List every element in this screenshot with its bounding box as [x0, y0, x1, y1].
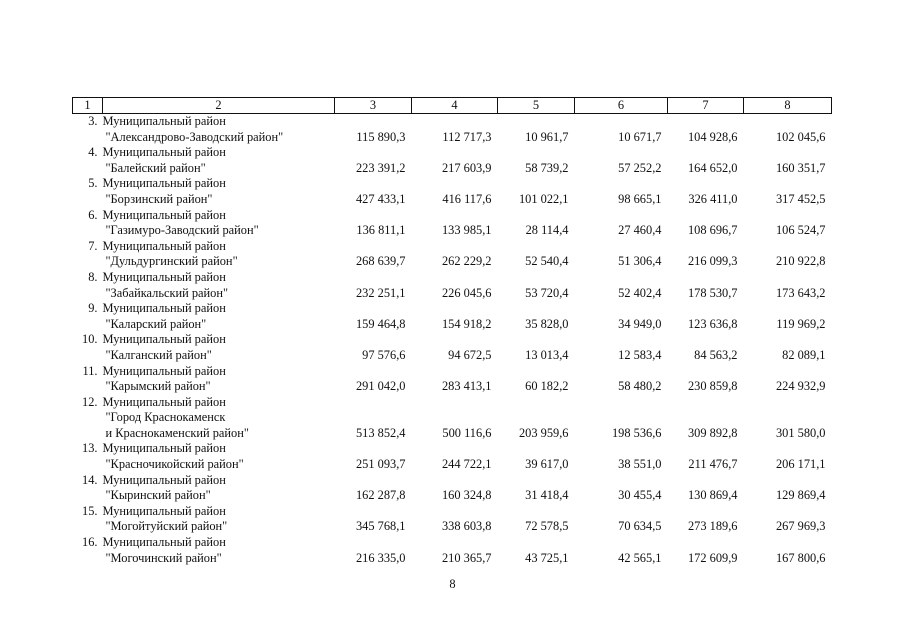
value-cell-col-6: 38 551,0 — [618, 457, 662, 472]
district-name-line: Муниципальный район — [102, 207, 226, 222]
value-cell-col-3: 251 093,7 — [355, 457, 406, 472]
table-row — [73, 395, 832, 442]
table-header — [73, 98, 832, 114]
district-name-line: Муниципальный район — [102, 394, 226, 409]
value-cell-col-4: 262 229,2 — [441, 254, 492, 269]
district-name — [103, 270, 335, 301]
value-cell-col-3: 216 335,0 — [355, 550, 406, 565]
value-cell-col-6: 70 634,5 — [618, 519, 662, 534]
district-name — [103, 114, 335, 146]
value-cell-col-3: 513 852,4 — [355, 425, 406, 440]
district-name-line: "Балейский район" — [105, 160, 206, 175]
row-number: 4. — [88, 145, 98, 160]
district-name — [103, 208, 335, 239]
value-cell-col-6: 12 583,4 — [618, 347, 662, 362]
value-cell-col-5: 52 540,4 — [525, 254, 569, 269]
district-name-line: Муниципальный район — [102, 332, 226, 347]
table-row — [73, 301, 832, 332]
value-cell-col-5: 13 013,4 — [525, 347, 569, 362]
value-cell-col-8: 160 351,7 — [775, 160, 826, 175]
column-header-3: 3 — [335, 98, 412, 114]
column-header-7: 7 — [668, 98, 744, 114]
district-name-line: "Могочинский район" — [105, 550, 222, 565]
district-name-line: "Газимуро-Заводский район" — [105, 223, 259, 238]
district-name-line: "Забайкальский район" — [105, 285, 229, 300]
value-cell-col-4: 133 985,1 — [441, 223, 492, 238]
district-name — [103, 364, 335, 395]
value-cell-col-8: 167 800,6 — [775, 550, 826, 565]
value-cell-col-6: 58 480,2 — [618, 379, 662, 394]
value-cell-col-6: 52 402,4 — [618, 285, 662, 300]
table-row — [73, 208, 832, 239]
district-name — [103, 441, 335, 472]
table-row — [73, 145, 832, 176]
value-cell-col-5: 60 182,2 — [525, 379, 569, 394]
value-cell-col-7: 84 563,2 — [694, 347, 738, 362]
table-body — [73, 114, 832, 567]
district-name-line: "Борзинский район" — [105, 191, 213, 206]
header-row — [73, 98, 832, 114]
value-cell-col-7: 130 869,4 — [687, 488, 738, 503]
value-cell-col-8: 173 643,2 — [775, 285, 826, 300]
value-cell-col-4: 112 717,3 — [442, 129, 492, 144]
row-number: 12. — [82, 394, 98, 409]
district-name-line: "Кыринский район" — [105, 488, 211, 503]
value-cell-col-8: 224 932,9 — [775, 379, 826, 394]
budget-table — [72, 97, 832, 566]
value-cell-col-8: 119 969,2 — [776, 316, 826, 331]
value-cell-col-8: 301 580,0 — [775, 425, 826, 440]
district-name — [103, 535, 335, 566]
value-cell-col-7: 273 189,6 — [687, 519, 738, 534]
value-cell-col-8: 129 869,4 — [775, 488, 826, 503]
district-name-line: Муниципальный район — [102, 363, 226, 378]
column-header-1: 1 — [73, 98, 103, 114]
value-cell-col-8: 210 922,8 — [775, 254, 826, 269]
row-number: 15. — [82, 503, 98, 518]
table-row — [73, 332, 832, 363]
table-row — [73, 364, 832, 395]
budget-table-container — [72, 97, 831, 566]
value-cell-col-8: 82 089,1 — [782, 347, 826, 362]
value-cell-col-6: 34 949,0 — [618, 316, 662, 331]
table-row — [73, 270, 832, 301]
value-cell-col-4: 154 918,2 — [441, 316, 492, 331]
value-cell-col-8: 267 969,3 — [775, 519, 826, 534]
value-cell-col-6: 42 565,1 — [618, 550, 662, 565]
district-name-line: Муниципальный район — [102, 176, 226, 191]
district-name-line: Муниципальный район — [102, 269, 226, 284]
district-name-line: "Калганский район" — [105, 347, 212, 362]
row-number: 11. — [82, 363, 98, 378]
value-cell-col-5: 203 959,6 — [518, 425, 569, 440]
value-cell-col-8: 102 045,6 — [775, 129, 826, 144]
value-cell-col-4: 217 603,9 — [441, 160, 492, 175]
value-cell-col-6: 198 536,6 — [611, 425, 662, 440]
value-cell-col-7: 104 928,6 — [687, 129, 738, 144]
value-cell-col-3: 223 391,2 — [355, 160, 406, 175]
value-cell-col-3: 232 251,1 — [355, 285, 406, 300]
row-number: 3. — [88, 114, 98, 128]
table-row — [73, 473, 832, 504]
row-number: 9. — [88, 301, 98, 316]
value-cell-col-5: 31 418,4 — [525, 488, 569, 503]
column-header-2: 2 — [103, 98, 335, 114]
district-name — [103, 332, 335, 363]
value-cell-col-7: 230 859,8 — [687, 379, 738, 394]
value-cell-col-7: 178 530,7 — [687, 285, 738, 300]
value-cell-col-7: 172 609,9 — [687, 550, 738, 565]
value-cell-col-6: 57 252,2 — [618, 160, 662, 175]
district-name-line: "Могойтуйский район" — [105, 519, 228, 534]
value-cell-col-7: 211 476,7 — [688, 457, 738, 472]
district-name — [103, 395, 335, 442]
row-number: 8. — [88, 269, 98, 284]
value-cell-col-7: 123 636,8 — [687, 316, 738, 331]
district-name-line: Муниципальный район — [102, 535, 226, 550]
value-cell-col-8: 106 524,7 — [775, 223, 826, 238]
value-cell-col-7: 309 892,8 — [687, 425, 738, 440]
value-cell-col-3: 291 042,0 — [355, 379, 406, 394]
value-cell-col-4: 160 324,8 — [441, 488, 492, 503]
row-number: 6. — [88, 207, 98, 222]
value-cell-col-3: 115 890,3 — [356, 129, 406, 144]
value-cell-col-4: 210 365,7 — [441, 550, 492, 565]
value-cell-col-4: 416 117,6 — [442, 191, 492, 206]
value-cell-col-6: 10 671,7 — [618, 129, 662, 144]
column-header-8: 8 — [744, 98, 832, 114]
row-number: 16. — [82, 535, 98, 550]
value-cell-col-3: 427 433,1 — [355, 191, 406, 206]
value-cell-col-8: 206 171,1 — [775, 457, 826, 472]
district-name-line: "Александрово-Заводский район" — [105, 129, 284, 144]
page-number: 8 — [449, 577, 456, 591]
value-cell-col-7: 326 411,0 — [688, 191, 738, 206]
value-cell-col-5: 72 578,5 — [525, 519, 569, 534]
value-cell-col-6: 51 306,4 — [618, 254, 662, 269]
district-name-line: и Краснокаменский район" — [105, 425, 249, 440]
table-row — [73, 504, 832, 535]
district-name — [103, 504, 335, 535]
value-cell-col-5: 43 725,1 — [525, 550, 569, 565]
value-cell-col-5: 101 022,1 — [518, 191, 569, 206]
value-cell-col-4: 244 722,1 — [441, 457, 492, 472]
district-name — [103, 145, 335, 176]
value-cell-col-5: 35 828,0 — [525, 316, 569, 331]
row-number: 14. — [82, 472, 98, 487]
value-cell-col-5: 58 739,2 — [525, 160, 569, 175]
value-cell-col-5: 39 617,0 — [525, 457, 569, 472]
value-cell-col-3: 159 464,8 — [355, 316, 406, 331]
value-cell-col-4: 226 045,6 — [441, 285, 492, 300]
row-number: 10. — [82, 332, 98, 347]
column-header-5: 5 — [498, 98, 575, 114]
value-cell-col-7: 216 099,3 — [687, 254, 738, 269]
value-cell-col-7: 164 652,0 — [687, 160, 738, 175]
district-name-line: Муниципальный район — [102, 441, 226, 456]
table-row — [73, 239, 832, 270]
district-name-line: Муниципальный район — [102, 503, 226, 518]
table-row — [73, 114, 832, 146]
value-cell-col-4: 500 116,6 — [442, 425, 492, 440]
value-cell-col-4: 283 413,1 — [441, 379, 492, 394]
value-cell-col-3: 97 576,6 — [362, 347, 406, 362]
district-name-line: Муниципальный район — [102, 472, 226, 487]
value-cell-col-5: 28 114,4 — [525, 223, 569, 238]
value-cell-col-3: 268 639,7 — [355, 254, 406, 269]
district-name-line: Муниципальный район — [102, 114, 226, 128]
column-header-6: 6 — [575, 98, 668, 114]
district-name-line: "Город Краснокаменск — [105, 410, 226, 425]
value-cell-col-6: 30 455,4 — [618, 488, 662, 503]
district-name-line: "Карымский район" — [105, 379, 211, 394]
column-header-4: 4 — [412, 98, 498, 114]
value-cell-col-6: 27 460,4 — [618, 223, 662, 238]
row-number: 7. — [88, 238, 98, 253]
table-row — [73, 535, 832, 566]
district-name — [103, 239, 335, 270]
value-cell-col-6: 98 665,1 — [618, 191, 662, 206]
value-cell-col-4: 338 603,8 — [441, 519, 492, 534]
district-name-line: "Красночикойский район" — [105, 457, 244, 472]
district-name-line: Муниципальный район — [102, 238, 226, 253]
value-cell-col-3: 136 811,1 — [356, 223, 406, 238]
row-number: 13. — [82, 441, 98, 456]
table-row — [73, 176, 832, 207]
district-name-line: "Дульдургинский район" — [105, 254, 238, 269]
district-name — [103, 176, 335, 207]
value-cell-col-3: 162 287,8 — [355, 488, 406, 503]
value-cell-col-7: 108 696,7 — [687, 223, 738, 238]
district-name — [103, 473, 335, 504]
value-cell-col-5: 53 720,4 — [525, 285, 569, 300]
value-cell-col-4: 94 672,5 — [448, 347, 492, 362]
value-cell-col-5: 10 961,7 — [525, 129, 569, 144]
district-name-line: "Каларский район" — [105, 316, 207, 331]
value-cell-col-3: 345 768,1 — [355, 519, 406, 534]
value-cell-col-8: 317 452,5 — [775, 191, 826, 206]
district-name-line: Муниципальный район — [102, 301, 226, 316]
district-name — [103, 301, 335, 332]
district-name-line: Муниципальный район — [102, 145, 226, 160]
table-row — [73, 441, 832, 472]
row-number: 5. — [88, 176, 98, 191]
